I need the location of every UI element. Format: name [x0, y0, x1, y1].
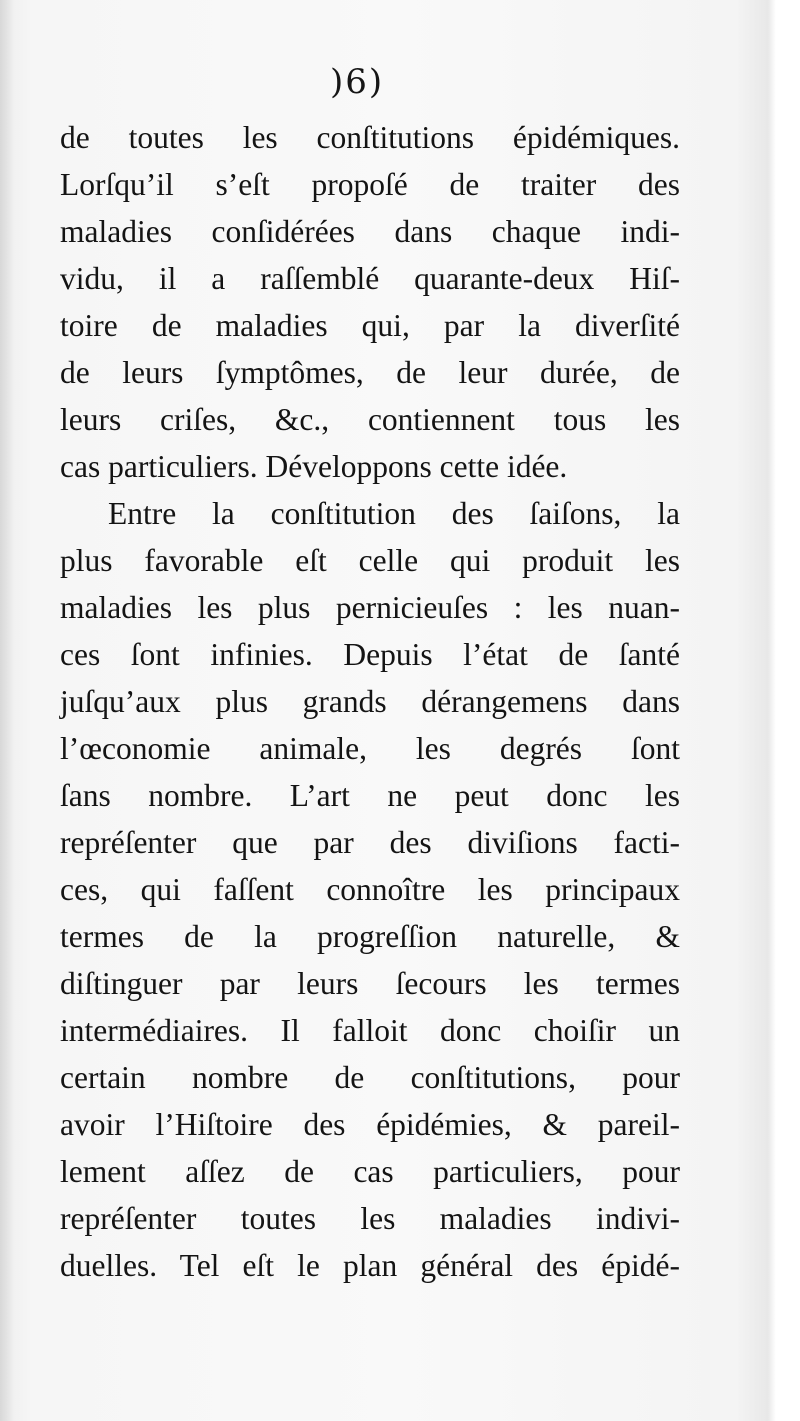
text-line: repréſenter toutes les maladies indivi- [60, 1201, 680, 1236]
text-line: de leurs ſymptômes, de leur durée, de [60, 355, 680, 390]
text-line: vidu, il a raſſemblé quarante-deux Hiſ- [60, 261, 680, 296]
text-line: diſtinguer par leurs ſecours les termes [60, 966, 680, 1001]
text-line: termes de la progreſſion naturelle, & [60, 919, 680, 954]
text-line: intermédiaires. Il falloit donc choiſir un [60, 1013, 680, 1048]
text-line: lement aſſez de cas particuliers, pour [60, 1154, 680, 1189]
text-line: juſqu’aux plus grands dérangemens dans [60, 684, 680, 719]
text-line: Lorſqu’il s’eſt propoſé de traiter des [60, 167, 680, 202]
text-line: l’œconomie animale, les degrés ſont [60, 731, 680, 766]
paragraph-start-line: Entre la conſtitution des ſaiſons, la [108, 496, 680, 531]
text-line: ſans nombre. L’art ne peut donc les [60, 778, 680, 813]
page-edge [776, 0, 800, 1421]
text-line: maladies conſidérées dans chaque indi- [60, 214, 680, 249]
body-text [60, 114, 680, 1289]
text-line: ces ſont infinies. Depuis l’état de ſanté [60, 637, 680, 672]
text-line: de toutes les conſtitutions épidémiques. [60, 120, 680, 155]
text-line: maladies les plus pernicieuſes : les nuan- [60, 590, 680, 625]
text-line: avoir l’Hiſtoire des épidémies, & pareil- [60, 1107, 680, 1142]
text-line: plus favorable eſt celle qui produit les [60, 543, 680, 578]
text-line: cas particuliers. Développons cette idée. [60, 449, 568, 484]
text-line: certain nombre de conſtitutions, pour [60, 1060, 680, 1095]
text-line: leurs criſes, &c., contiennent tous les [60, 402, 680, 437]
text-line: duelles. Tel eſt le plan général des épidé- [60, 1248, 680, 1283]
text-line: repréſenter que par des diviſions facti- [60, 825, 680, 860]
text-line: ces, qui faſſent connoître les principaux [60, 872, 680, 907]
text-line: toire de maladies qui, par la diverſité [60, 308, 680, 343]
gutter-shadow [0, 0, 14, 1421]
page-number: )6) [330, 62, 385, 102]
